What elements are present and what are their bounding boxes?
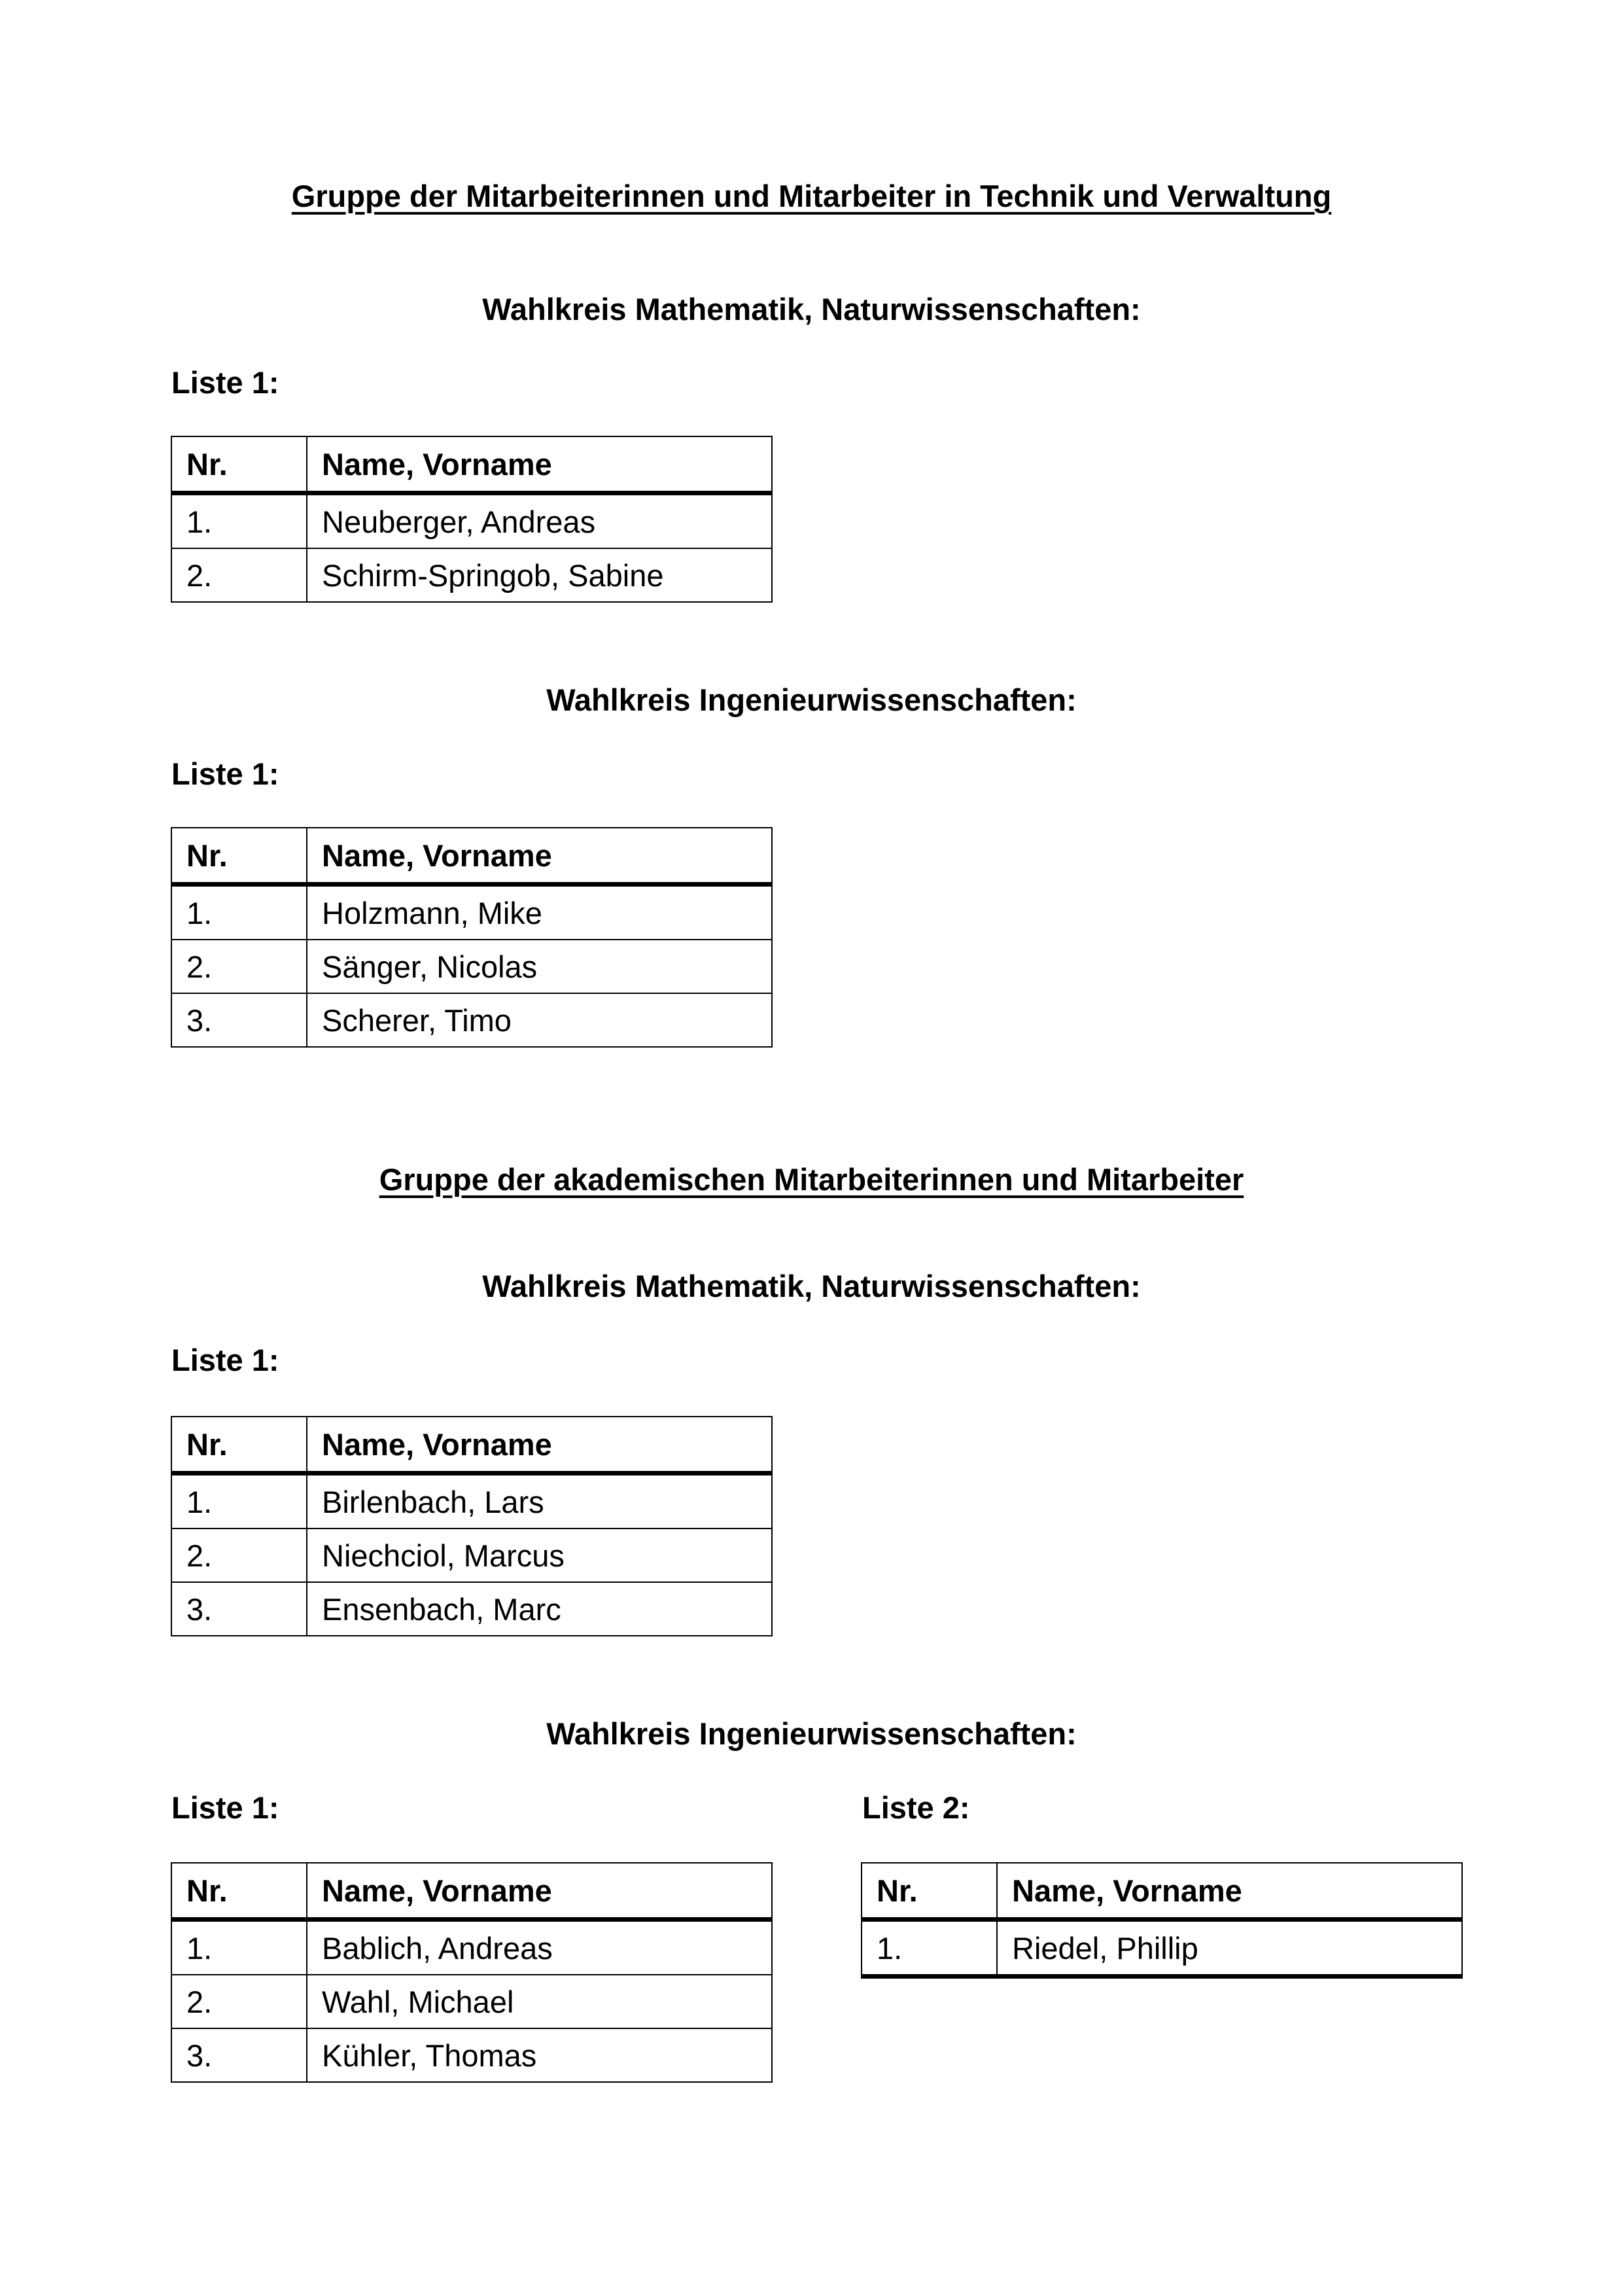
cell-name: Ensenbach, Marc [307,1582,772,1636]
column-header-nr: Nr. [862,1863,997,1920]
cell-nr: 1. [171,1474,307,1529]
cell-nr: 3. [171,993,307,1047]
cell-nr: 2. [171,1975,307,2028]
table-row [171,1528,772,1582]
group-title-akademische: Gruppe der akademischen Mitarbeiterinnen und Mitarbeiter [379,1162,1244,1197]
table-header-row [171,828,772,885]
list-label: Liste 1: [171,1343,279,1377]
cell-name: Scherer, Timo [307,993,772,1047]
group-title-technik-verwaltung: Gruppe der Mitarbeiterinnen und Mitarbeiter in Technik und Verwaltung [291,179,1332,213]
candidate-table [861,1862,1463,1979]
candidate-table [171,436,773,603]
cell-nr: 1. [171,885,307,940]
table-row [171,1920,772,1975]
column-header-name: Name, Vorname [307,1863,772,1920]
cell-name: Holzmann, Mike [307,885,772,940]
candidate-table [171,1416,773,1636]
cell-name: Neuberger, Andreas [307,493,772,549]
cell-name: Birlenbach, Lars [307,1474,772,1529]
cell-nr: 3. [171,2028,307,2082]
table-row [171,993,772,1047]
cell-nr: 1. [171,1920,307,1975]
cell-name: Riedel, Phillip [997,1920,1462,1977]
table-header-row [862,1863,1462,1920]
table-row [171,548,772,602]
list-label: Liste 2: [862,1790,970,1825]
column-header-nr: Nr. [171,436,307,493]
cell-name: Niechciol, Marcus [307,1528,772,1582]
cell-name: Schirm-Springob, Sabine [307,548,772,602]
cell-nr: 2. [171,940,307,993]
list-label: Liste 1: [171,365,279,400]
cell-nr: 1. [171,493,307,549]
cell-nr: 1. [862,1920,997,1977]
column-header-name: Name, Vorname [997,1863,1462,1920]
district-title-mathematik: Wahlkreis Mathematik, Naturwissenschaften: [482,292,1141,327]
candidate-table [171,827,773,1048]
cell-name: Sänger, Nicolas [307,940,772,993]
column-header-name: Name, Vorname [307,828,772,885]
column-header-name: Name, Vorname [307,436,772,493]
table-header-row [171,1417,772,1474]
cell-name: Wahl, Michael [307,1975,772,2028]
table-row [862,1920,1462,1977]
table-row [171,1582,772,1636]
table-row [171,1474,772,1529]
cell-nr: 2. [171,548,307,602]
table-row [171,940,772,993]
district-title-mathematik: Wahlkreis Mathematik, Naturwissenschaften: [482,1269,1141,1303]
cell-nr: 2. [171,1528,307,1582]
column-header-nr: Nr. [171,1417,307,1474]
cell-nr: 3. [171,1582,307,1636]
table-header-row [171,1863,772,1920]
table-row [171,885,772,940]
district-title-ingenieur: Wahlkreis Ingenieurwissenschaften: [546,1716,1077,1751]
column-header-name: Name, Vorname [307,1417,772,1474]
column-header-nr: Nr. [171,828,307,885]
cell-name: Bablich, Andreas [307,1920,772,1975]
table-row [171,2028,772,2082]
district-title-ingenieur: Wahlkreis Ingenieurwissenschaften: [546,682,1077,717]
column-header-nr: Nr. [171,1863,307,1920]
candidate-table [171,1862,773,2083]
list-label: Liste 1: [171,756,279,791]
list-label: Liste 1: [171,1790,279,1825]
table-row [171,493,772,549]
cell-name: Kühler, Thomas [307,2028,772,2082]
table-header-row [171,436,772,493]
table-row [171,1975,772,2028]
